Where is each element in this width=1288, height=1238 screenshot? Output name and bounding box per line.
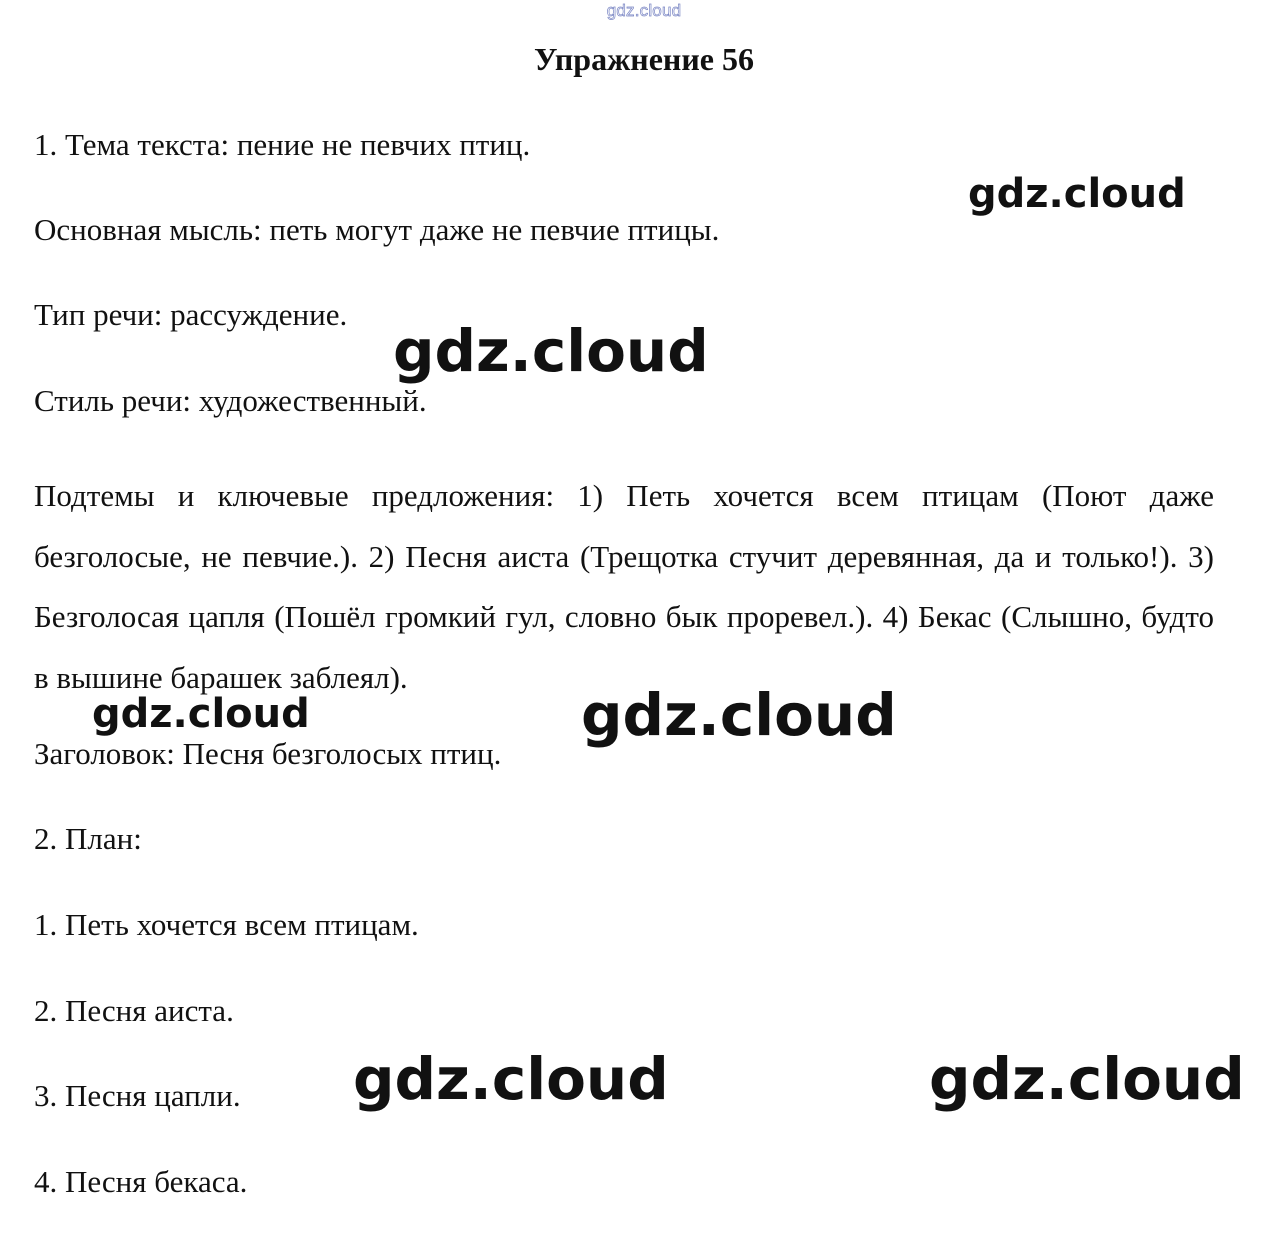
subtopics-paragraph: Подтемы и ключевые предложения: 1) Петь хочется всем птицам (Поют даже безголосые, не певчие.). 2) Песня аиста (Трещотка стучит деревянная, да и только!). 3) Безголосая цапля (Пошёл громкий гул, словно бык проревел.). 4) Бекас (Слышно, будто в вышине барашек заблеял). (34, 478, 1214, 695)
watermark: gdz.cloud (393, 317, 709, 385)
watermark: gdz.cloud (968, 171, 1186, 217)
plan-item: 1. Петь хочется всем птицам. (34, 907, 419, 942)
watermark: gdz.cloud (929, 1045, 1245, 1113)
plan-item: 3. Песня цапли. (34, 1078, 241, 1113)
main-idea-line: Основная мысль: петь могут даже не певчие птицы. (34, 212, 720, 247)
speech-type-line: Тип речи: рассуждение. (34, 297, 348, 332)
plan-label: 2. План: (34, 821, 142, 856)
heading-line: Заголовок: Песня безголосых птиц. (34, 736, 502, 771)
speech-style-line: Стиль речи: художественный. (34, 383, 427, 418)
theme-line: 1. Тема текста: пение не певчих птиц. (34, 127, 531, 162)
plan-item: 2. Песня аиста. (34, 993, 234, 1028)
site-watermark-top: gdz.cloud (606, 1, 682, 20)
watermark: gdz.cloud (353, 1045, 669, 1113)
watermark: gdz.cloud (581, 681, 897, 749)
plan-item: 4. Песня бекаса. (34, 1164, 248, 1199)
watermark: gdz.cloud (92, 691, 310, 737)
page-title: Упражнение 56 (533, 41, 754, 77)
